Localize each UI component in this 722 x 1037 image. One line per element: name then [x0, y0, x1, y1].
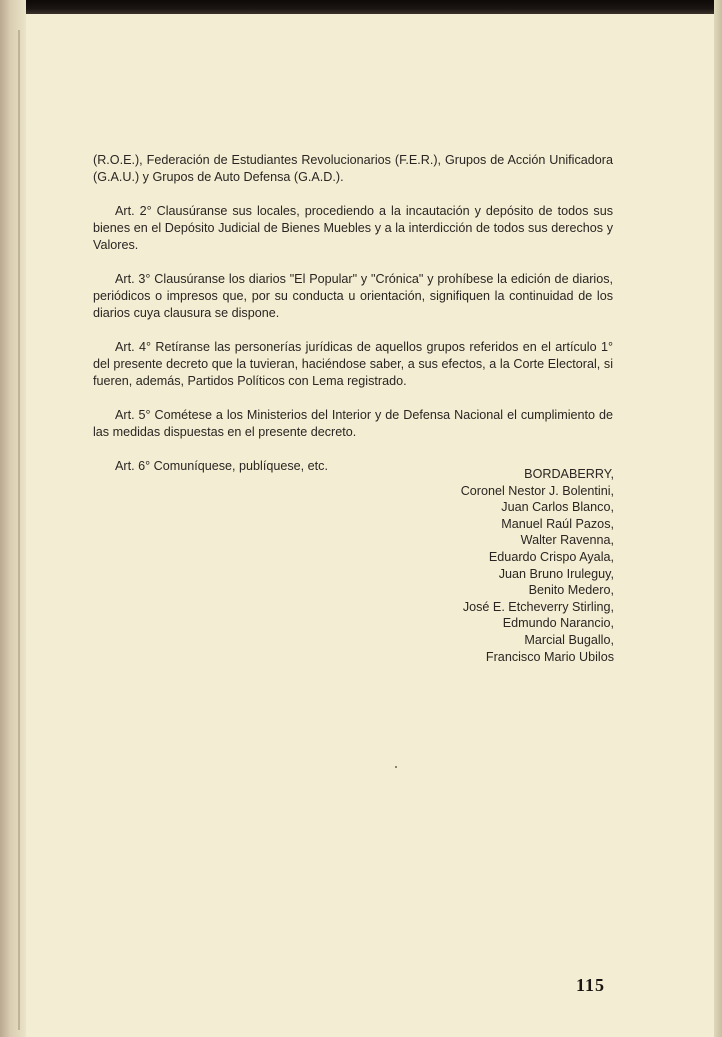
- page-number: 115: [576, 975, 606, 995]
- signature-line: Coronel Nestor J. Bolentini,: [460, 483, 614, 498]
- paragraph-art-5: Art. 5° Cométese a los Ministerios del Interior y de Defensa Nacional el cumplimiento de las medidas dispuestas en el presente decreto.: [93, 408, 613, 439]
- signature-line: Juan Bruno Iruleguy,: [498, 566, 614, 581]
- signature-line: José E. Etcheverry Stirling,: [462, 599, 614, 614]
- paper-speck: [395, 766, 397, 768]
- signature-line: Eduardo Crispo Ayala,: [488, 549, 614, 564]
- signature-line: Francisco Mario Ubilos: [485, 649, 614, 664]
- signature-line: Marcial Bugallo,: [524, 632, 614, 647]
- signature-line: Manuel Raúl Pazos,: [501, 516, 614, 531]
- signatures-block: [314, 466, 614, 665]
- paragraph-continuation: (R.O.E.), Federación de Estudiantes Revolucionarios (F.E.R.), Grupos de Acción Unificadora (G.A.U.) y Grupos de Auto Defensa (G.A.D.).: [93, 153, 613, 184]
- page-right-edge: [714, 0, 722, 1037]
- paragraph-art-2: Art. 2° Clausúranse sus locales, procediendo a la incautación y depósito de todos sus bienes en el Depósito Judicial de Bienes Muebles y a la interdicción de todos sus derechos y Valores.: [93, 204, 613, 252]
- signature-line: Walter Ravenna,: [520, 533, 614, 548]
- signature-line: Edmundo Narancio,: [502, 616, 614, 631]
- book-spine-shadow: [0, 0, 26, 1037]
- paragraph-art-6: Art. 6° Comuníquese, publíquese, etc.: [115, 459, 328, 473]
- paragraph-art-4: Art. 4° Retíranse las personerías jurídicas de aquellos grupos referidos en el artículo 1° del presente decreto que la tuvieran, haciéndose saber, a sus efectos, a la Corte Electoral, si fueren, además, Partidos Políticos con Lema registrado.: [93, 340, 613, 388]
- signature-line: BORDABERRY,: [524, 467, 614, 481]
- paragraph-art-3: Art. 3° Clausúranse los diarios "El Popular" y "Crónica" y prohíbese la edición de diarios, periódicos o impresos que, por su conducta u orientación, signifiquen la continuidad de los diarios cuya clausura se dispone.: [93, 272, 613, 320]
- spine-fold-line: [18, 30, 20, 1030]
- signature-line: Juan Carlos Blanco,: [501, 500, 614, 515]
- signature-line: Benito Medero,: [528, 583, 614, 598]
- decree-text: [93, 152, 613, 492]
- page-top-edge: [0, 0, 722, 14]
